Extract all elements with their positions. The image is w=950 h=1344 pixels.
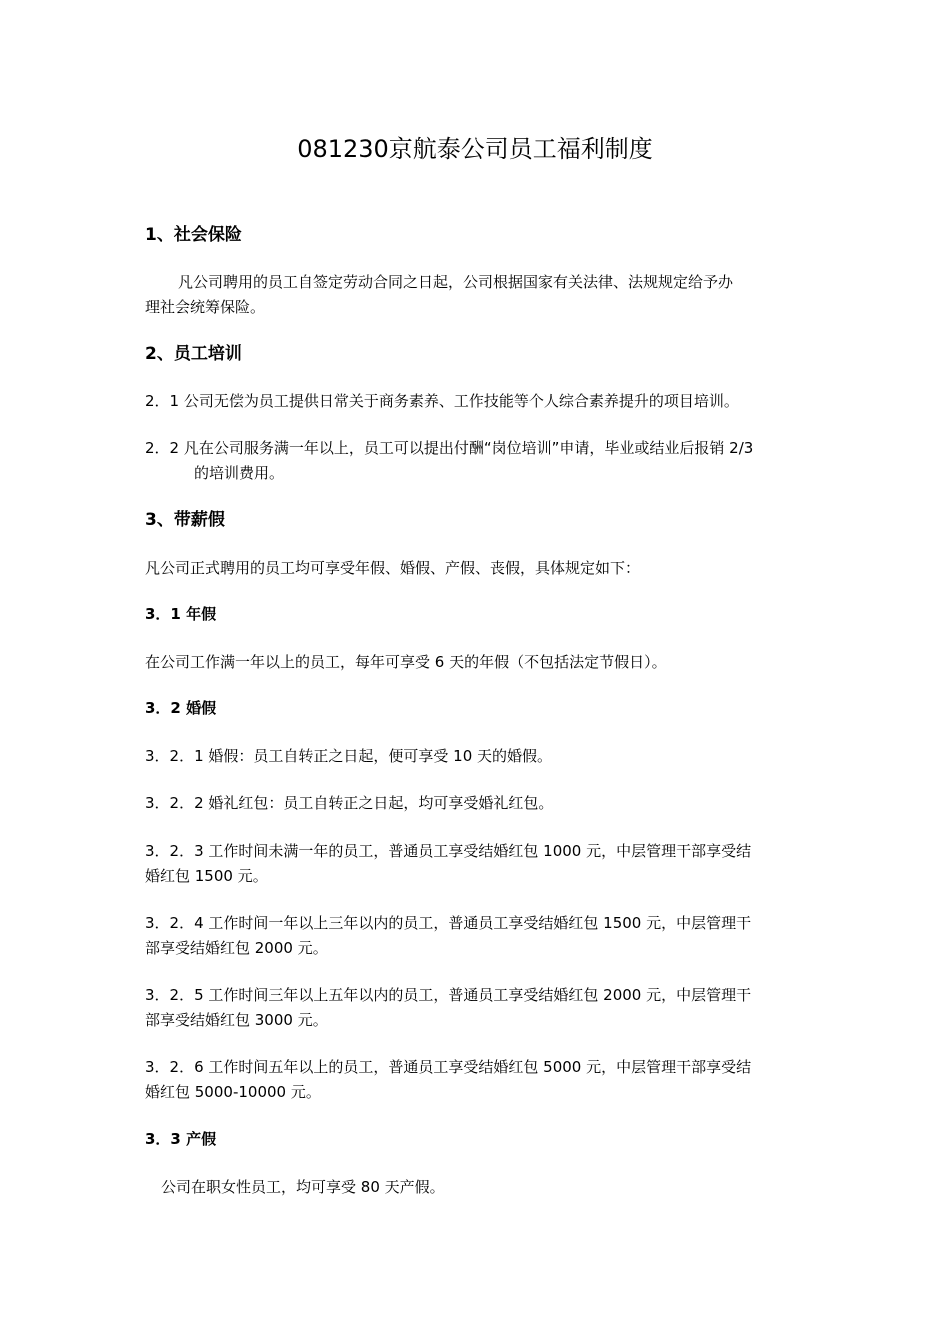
section-1-paragraph-line-2: 理社会统筹保险。 (145, 298, 266, 316)
section-2-item-2-line-2: 的培训费用。 (194, 464, 285, 482)
marriage-item-4-line-2: 部享受结婚红包 2000 元。 (145, 939, 328, 957)
document-title: 081230京航泰公司员工福利制度 (297, 135, 653, 163)
maternity-leave-text: 公司在职女性员工，均可享受 80 天产假。 (161, 1178, 445, 1196)
maternity-leave-heading: 3．3 产假 (145, 1130, 217, 1148)
annual-leave-text: 在公司工作满一年以上的员工，每年可享受 6 天的年假（不包括法定节假日）。 (145, 653, 667, 671)
section-1-heading: 1、社会保险 (145, 225, 242, 245)
marriage-item-1: 3．2．1 婚假：员工自转正之日起，便可享受 10 天的婚假。 (145, 747, 553, 765)
marriage-item-5-line-1: 3．2．5 工作时间三年以上五年以内的员工，普通员工享受结婚红包 2000 元，中层管理干 (145, 986, 752, 1004)
marriage-leave-heading: 3．2 婚假 (145, 699, 217, 717)
marriage-item-3-line-2: 婚红包 1500 元。 (145, 867, 268, 885)
section-3-intro: 凡公司正式聘用的员工均可享受年假、婚假、产假、丧假，具体规定如下： (145, 559, 641, 577)
marriage-item-4-line-1: 3．2．4 工作时间一年以上三年以内的员工，普通员工享受结婚红包 1500 元，中层管理干 (145, 914, 752, 932)
marriage-item-6-line-1: 3．2．6 工作时间五年以上的员工，普通员工享受结婚红包 5000 元，中层管理干部享受结 (145, 1058, 752, 1076)
section-2-item-2-line-1: 2．2 凡在公司服务满一年以上，员工可以提出付酬“岗位培训”申请，毕业或结业后报销 2/3 (145, 439, 754, 457)
marriage-item-3-line-1: 3．2．3 工作时间未满一年的员工，普通员工享受结婚红包 1000 元，中层管理干部享受结 (145, 842, 752, 860)
annual-leave-heading: 3．1 年假 (145, 605, 217, 623)
section-1-paragraph-line-1: 凡公司聘用的员工自签定劳动合同之日起，公司根据国家有关法律、法规规定给予办 (178, 273, 734, 291)
section-3-heading: 3、带薪假 (145, 510, 225, 530)
section-2-heading: 2、员工培训 (145, 344, 242, 364)
marriage-item-5-line-2: 部享受结婚红包 3000 元。 (145, 1011, 328, 1029)
marriage-item-2: 3．2．2 婚礼红包：员工自转正之日起，均可享受婚礼红包。 (145, 794, 554, 812)
section-2-item-1: 2．1 公司无偿为员工提供日常关于商务素养、工作技能等个人综合素养提升的项目培训。 (145, 392, 739, 410)
marriage-item-6-line-2: 婚红包 5000-10000 元。 (145, 1083, 321, 1101)
